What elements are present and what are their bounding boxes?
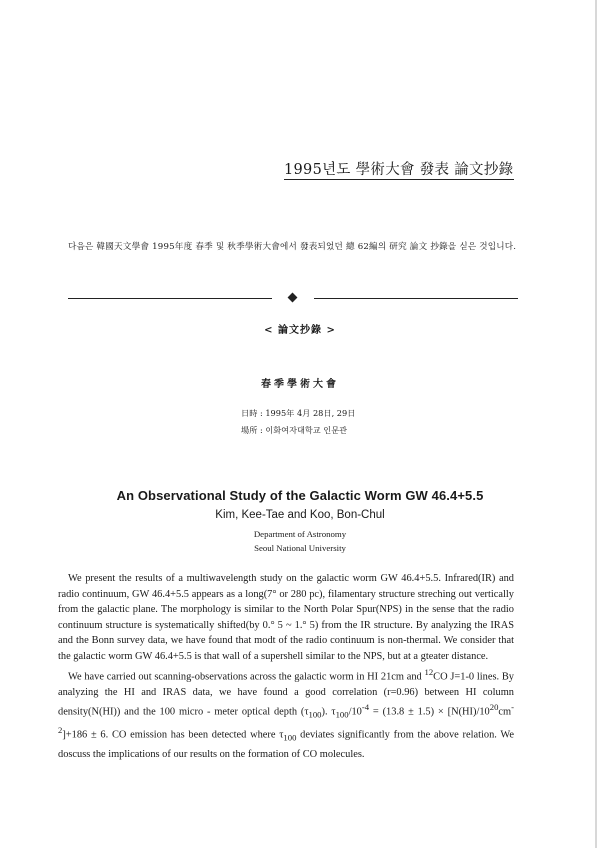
abstract-body xyxy=(58,571,514,762)
divider-line-right xyxy=(314,298,518,299)
author-university: Seoul National University xyxy=(254,543,346,553)
header-underline xyxy=(284,179,514,180)
author-department: Department of Astronomy xyxy=(253,529,347,539)
meeting-place: 場所 : 이화여자대학교 인문관 xyxy=(241,425,348,435)
tau-subscript-2: 100 xyxy=(335,709,349,720)
abstract-p2-text-h: deviates significantly from the above relation. We doscuss the implications of our results on the formation of CO molecules. xyxy=(58,729,515,760)
page-header-title: 1995년도 學術大會 發表 論文抄錄 xyxy=(284,162,514,178)
page-edge-shadow xyxy=(595,0,597,848)
abstract-paragraph-2 xyxy=(58,665,514,763)
diamond-icon xyxy=(288,293,298,303)
abstract-paragraph-1: We present the results of a multiwavelength study on the galactic worm GW 46.4+5.5. Infrared(IR) and radio continuum, GW 46.4+5.5 appears as a long(7° or 280 pc), filamentary structure streching out vertically from the galactic plane. The morphology is similar to the North Polar Spur(NPS) in the sense that the radio continuum structure is systematically shifted(by 0.° 5 ~ 1.° 5) from the IR structure. By analyzing the IRAS and the Bonn survey data, we have found that modt of the radio continuum is non-thermal. We consider that the galactic worm GW 46.4+5.5 is that wall of a supershell similar to the NPS, but at a gteater distance. xyxy=(58,573,514,662)
meeting-info xyxy=(241,405,355,439)
exponent-superscript-1: -4 xyxy=(361,702,370,713)
meeting-title: 春季學術大會 xyxy=(261,379,339,390)
paper-title: An Observational Study of the Galactic Worm GW 46.4+5.5 xyxy=(116,488,484,503)
co-isotope-superscript: 12 xyxy=(424,666,434,677)
ornamental-divider xyxy=(68,293,518,305)
divider-line-left xyxy=(68,298,272,299)
abstract-p2-text-d: /10 xyxy=(348,706,362,718)
meeting-date: 日時 : 1995年 4月 28日, 29日 xyxy=(241,408,356,418)
tau-subscript-1: 100 xyxy=(308,709,322,720)
section-label: < 論文抄錄 > xyxy=(264,325,336,336)
abstract-p2-text-e: = (13.8 ± 1.5) × [N(HI)/10 xyxy=(369,706,490,718)
paper-authors: Kim, Kee-Tae and Koo, Bon-Chul xyxy=(215,509,385,521)
abstract-p2-text-g: ]+186 ± 6. CO emission has been detected where τ xyxy=(62,729,284,741)
exponent-superscript-3: -2 xyxy=(58,702,514,736)
abstract-p2-text-a: We have carried out scanning-observations across the galactic worm in HI 21cm and xyxy=(68,671,425,683)
abstract-p2-text-b: CO J=1-0 lines. By analyzing the HI and IRAS data, we have found a good correlation (r=0.96) between HI column density(N(HI)) and the 100 micro - meter optical depth (τ xyxy=(58,671,514,718)
intro-paragraph xyxy=(68,238,518,256)
tau-subscript-3: 100 xyxy=(283,732,297,743)
intro-text: 다음은 韓國天文學會 1995年度 春季 및 秋季學術大會에서 發表되었던 總 62編의 研究 論文 抄錄을 싣은 것입니다. xyxy=(68,242,517,252)
exponent-superscript-2: 20 xyxy=(489,702,499,713)
abstract-p2-text-f: cm xyxy=(498,706,512,718)
abstract-p2-text-c: ). τ xyxy=(321,706,336,718)
